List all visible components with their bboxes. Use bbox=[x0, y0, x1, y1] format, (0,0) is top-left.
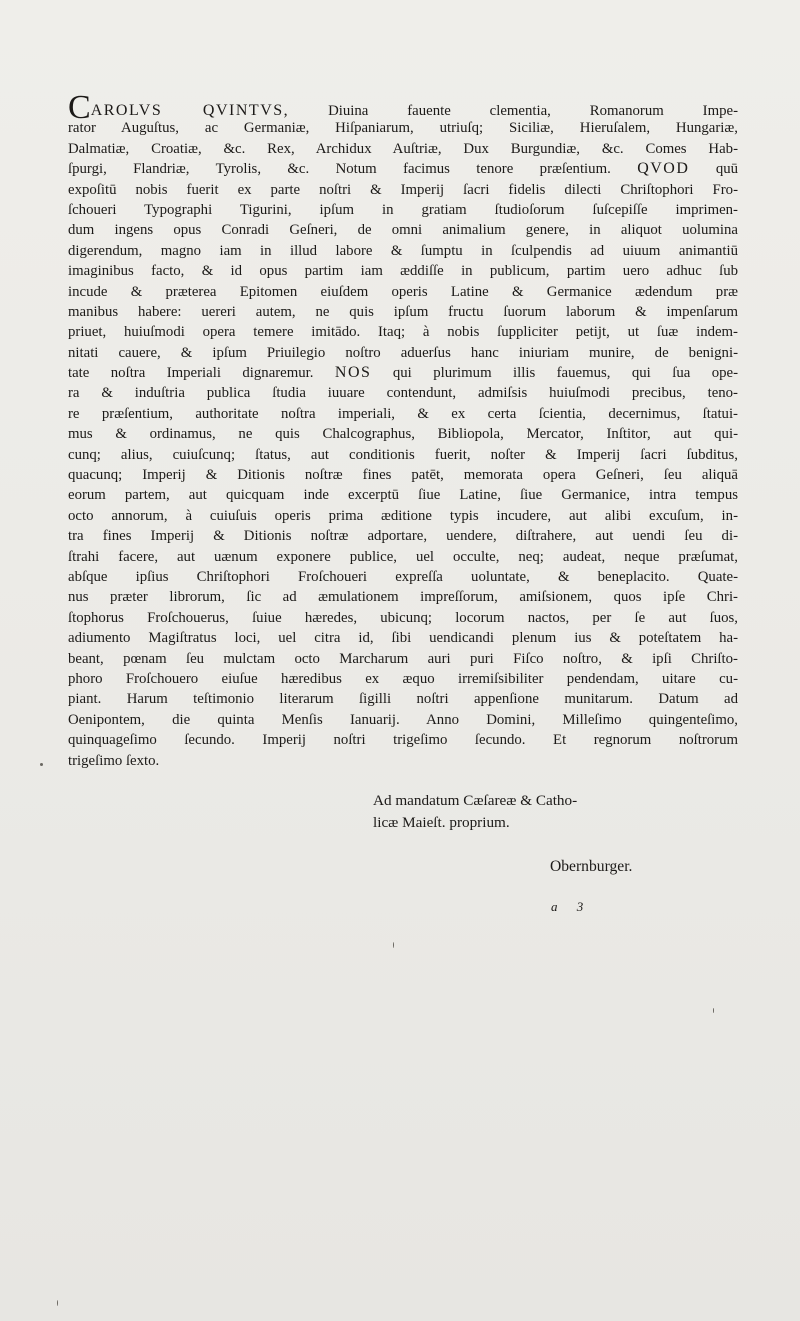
line-text: Diuina fauente clementia, Romanorum Impe- bbox=[328, 103, 738, 119]
text-line-8: digerendum, magno iam in illud labore & ſumptu in ſculpendis ad uiuum animantiū bbox=[68, 242, 738, 259]
text-line-2: rator Auguſtus, ac Germaniæ, Hiſpaniarum, utriuſq; Siciliæ, Hieruſalem, Hungariæ, bbox=[68, 120, 738, 137]
text-line-11: manibus habere: uereri autem, ne quis ipſum fructu ſuorum laborum & impenſarum bbox=[68, 303, 738, 320]
text-line-15: ra & induſtria publica ſtudia iuuare contendunt, admiſsis huiuſmodi precibus, teno- bbox=[68, 385, 738, 402]
text-line-10: incude & præterea Epitomen eiuſdem operis Latine & Germanice ædendum præ bbox=[68, 283, 738, 300]
text-line-32: quinquageſimo ſecundo. Imperij noſtri trigeſimo ſecundo. Et regnorum noſtrorum bbox=[68, 732, 738, 749]
drop-cap: C bbox=[68, 89, 91, 126]
mandate-line-1: Ad mandatum Cæſareæ & Catho- bbox=[373, 792, 578, 809]
line-text: ſpurgi, Flandriæ, Tyrolis, &c. Notum facimus tenore præſentium. bbox=[68, 161, 611, 178]
mandate-note bbox=[373, 790, 653, 834]
signature-mark: a 3 bbox=[551, 899, 592, 914]
text-line-21: octo annorum, à cuiuſuis operis prima æditione typis incudere, aut alibi excuſum, in- bbox=[68, 507, 738, 524]
text-line-33: trigeſimo ſexto. bbox=[68, 752, 160, 769]
mandate-line-2: licæ Maieſt. proprium. bbox=[373, 814, 510, 831]
text-line-30: piant. Harum teſtimonio literarum ſigilli noſtri appenſione munitarum. Datum ad bbox=[68, 691, 738, 708]
text-line-3: Dalmatiæ, Croatiæ, &c. Rex, Archidux Auſtriæ, Dux Burgundiæ, &c. Comes Hab- bbox=[68, 140, 738, 157]
quod-rest: quū bbox=[715, 161, 739, 178]
line-text: tate noſtra Imperiali dignaremur. bbox=[68, 365, 314, 382]
text-line-17: mus & ordinamus, ne quis Chalcographus, Bibliopola, Mercator, Inſtitor, aut qui- bbox=[68, 426, 738, 443]
text-line-18: cunq; alius, cuiuſcunq; ſtatus, aut conditionis fuerit, noſter & Imperij ſacri ſubditus, bbox=[68, 446, 738, 463]
text-line-5: expoſitū nobis fuerit ex parte noſtri & Imperij ſacri fidelis dilecti Chriſtophori Fro- bbox=[68, 181, 738, 198]
ink-speck bbox=[713, 1008, 714, 1013]
text-line-9: imaginibus facto, & id opus partim iam æddiſſe in publicum, partim uero adhuc ſub bbox=[68, 263, 738, 280]
text-line-22: tra fines Imperij & Ditionis noſtræ adportare, uendere, diſtrahere, aut uendi ſeu di- bbox=[68, 528, 738, 545]
ink-speck bbox=[40, 763, 43, 766]
line-text: qui plurimum illis fauemus, qui ſua ope- bbox=[392, 365, 739, 382]
text-line-20: eorum partem, aut quicquam inde excerptū ſiue Latine, ſiue Germanice, intra tempus bbox=[68, 487, 738, 504]
text-line-25: nus præter librorum, ſic ad æmulationem impreſſorum, amiſsionem, quos ipſe Chri- bbox=[68, 589, 738, 606]
text-line-24: abſque ipſius Chriſtophori Froſchoueri expreſſa uoluntate, & beneplacito. Quate- bbox=[68, 568, 738, 585]
text-line-6: ſchoueri Typographi Tigurini, ipſum in gratiam ſtudioſorum ſuſcepiſſe imprimen- bbox=[68, 201, 738, 218]
text-line-19: quacunq; Imperij & Ditionis noſtræ fines patēt, memorata opera Geſneri, ſeu aliquā bbox=[68, 467, 738, 484]
quod-caps: QVOD bbox=[637, 160, 690, 178]
text-line-4 bbox=[68, 159, 738, 179]
text-line-26: ſtophorus Froſchouerus, ſuiue hæredes, ubicunq; locorum nactos, per ſe aut ſuos, bbox=[68, 609, 738, 626]
text-line-29: phoro Froſchouero eiuſue hæredibus ex æquo irremiſsibiliter pendendam, uitare cu- bbox=[68, 670, 738, 687]
text-line-23: ſtrahi facere, aut uænum exponere publice, uel occulte, neq; audeat, neque præſumat, bbox=[68, 548, 738, 565]
text-line-12: priuet, huiuſmodi opera temere imitādo. Itaq; à nobis ſuppliciter petijt, ut ſuæ indem- bbox=[68, 324, 738, 341]
text-line-14 bbox=[68, 363, 738, 383]
text-line-28: beant, pœnam ſeu mulctam octo Marcharum auri puri Fiſco noſtro, & ipſi Chriſto- bbox=[68, 650, 738, 667]
nos-caps: NOS bbox=[334, 364, 372, 382]
text-line-31: Oenipontem, die quinta Menſis Ianuarij. Anno Domini, Milleſimo quingenteſimo, bbox=[68, 711, 738, 728]
text-line-7: dum ingens opus Conradi Geſneri, de omni animalium genere, in aliquot uolumina bbox=[68, 222, 738, 239]
signer-name: Obernburger. bbox=[550, 858, 633, 875]
text-line-16: re præſentium, authoritate noſtra imperiali, & ex certa ſcientia, decernimus, ſtatui- bbox=[68, 405, 738, 422]
emperor-name: AROLVS QVINTVS, bbox=[90, 102, 290, 119]
text-line-27: adiumento Magiſtratus loci, uel citra id, ſibi uendicandi plenum ius & poteſtatem ha- bbox=[68, 630, 738, 647]
ink-speck bbox=[57, 1300, 58, 1306]
ink-speck bbox=[393, 942, 394, 948]
text-line-1 bbox=[68, 89, 738, 126]
text-line-13: nitati cauere, & ipſum Priuilegio noſtro aduerſus hanc iniuriam munire, de benigni- bbox=[68, 344, 738, 361]
privilege-text bbox=[68, 89, 739, 771]
